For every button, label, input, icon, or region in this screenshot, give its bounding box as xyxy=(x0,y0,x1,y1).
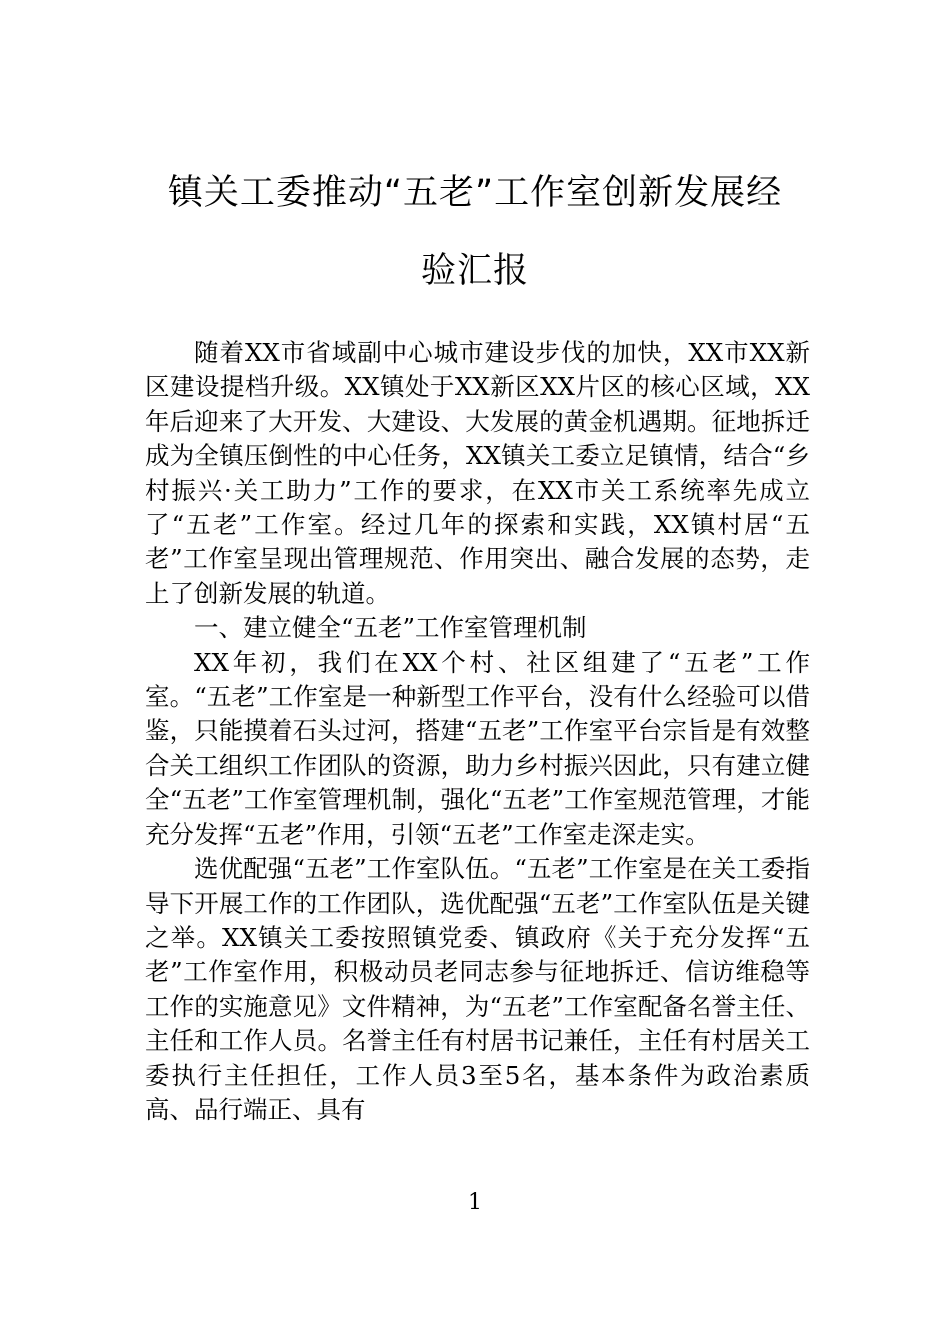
document-body xyxy=(145,336,810,1127)
title-line-2: 验汇报 xyxy=(420,251,529,291)
paragraph-section-1: XX年初，我们在XX个村、社区组建了“五老”工作室。“五老”工作室是一种新型工作平台，没有什么经验可以借鉴，只能摸着石头过河，搭建“五老”工作室平台宗旨是有效整合关工组织工作团队的资源，助力乡村振兴因此，只有建立健全“五老”工作室管理机制，强化“五老”工作室规范管理，才能充分发挥“五老”作用，引领“五老”工作室走深走实。 xyxy=(145,647,810,849)
section-heading-1: 一、建立健全“五老”工作室管理机制 xyxy=(194,613,587,643)
paragraph-team: 选优配强“五老”工作室队伍。“五老”工作室是在关工委指导下开展工作的工作团队，选优配强“五老”工作室队伍是关键之举。XX镇关工委按照镇党委、镇政府《关于充分发挥“五老”工作室作用，积极动员老同志参与征地拆迁、信访维稳等工作的实施意见》文件精神，为“五老”工作室配备名誉主任、主任和工作人员。名誉主任有村居书记兼任，主任有村居关工委执行主任担任，工作人员3至5名，基本条件为政治素质高、品行端正、具有 xyxy=(145,854,810,1124)
title-line-1: 镇关工委推动“五老”工作室创新发展经 xyxy=(167,173,783,213)
paragraph-intro: 随着XX市省域副中心城市建设步伐的加快，XX市XX新区建设提档升级。XX镇处于XX新区XX片区的核心区域，XX年后迎来了大开发、大建设、大发展的黄金机遇期。征地拆迁成为全镇压倒性的中心任务，XX镇关工委立足镇情，结合“乡村振兴·关工助力”工作的要求，在XX市关工系统率先成立了“五老”工作室。经过几年的探索和实践，XX镇村居“五老”工作室呈现出管理规范、作用突出、融合发展的态势，走上了创新发展的轨道。 xyxy=(145,338,810,608)
page-number: 1 xyxy=(468,1190,482,1215)
